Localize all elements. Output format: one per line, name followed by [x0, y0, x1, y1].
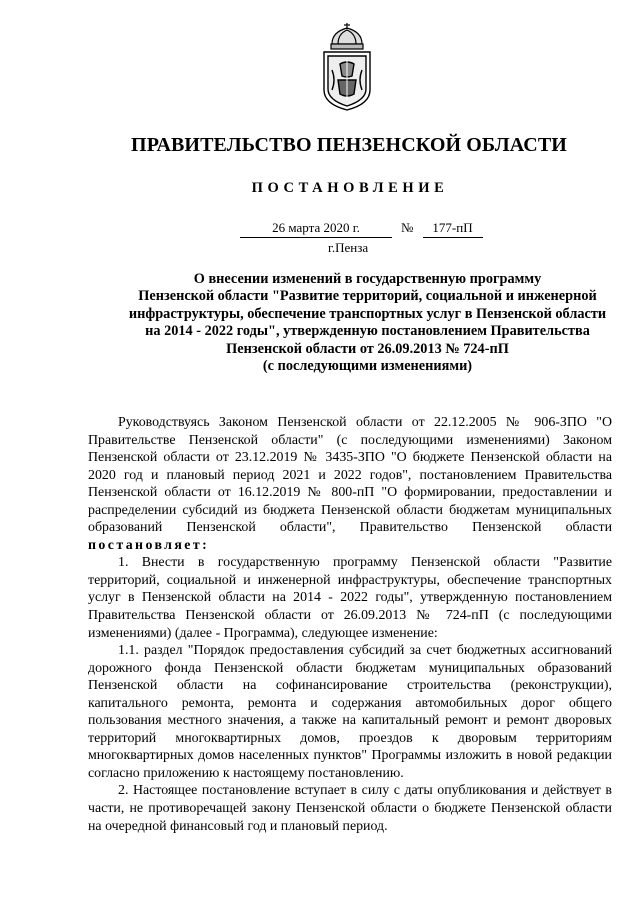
paragraph-preamble	[88, 414, 612, 554]
heading-line: (с последующими изменениями)	[262, 358, 473, 375]
shield-icon	[324, 52, 370, 110]
heading-line: Пензенской области от 26.09.2013 № 724-пП	[226, 340, 509, 357]
heading-line: инфраструктуры, обеспечение транспортных услуг в Пензенской области	[128, 305, 607, 322]
resolves-word: постановляет:	[88, 537, 210, 553]
city: г.Пенза	[328, 240, 369, 255]
document-body	[88, 414, 612, 835]
heading-line: О внесении изменений в государственную программу	[193, 271, 542, 287]
paragraph-item-2: 2. Настоящее постановление вступает в силу с даты опубликования и действует в части, не противоречащей закону Пензенской области о бюджете Пензенской области на очередной финансовый год и плановый период.	[88, 783, 612, 834]
crown-icon	[331, 23, 363, 49]
number-sign: №	[401, 220, 414, 235]
document-heading	[80, 271, 640, 375]
paragraph-item-1-1: 1.1. раздел "Порядок предоставления субсидий за счет бюджетных ассигнований дорожного фонда Пензенской области бюджетам муниципальных образований Пензенской области на софинансирование строительства (реконструкции), капитального ремонта, ремонта и содержания автомобильных дорог общего пользования местного значения, а также на капитальный ремонт и ремонт дворовых территорий многоквартирных домов, проездов к дворовым территориям многоквартирных домов населенных пунктов" Программы изложить в новой редакции согласно приложению к настоящему постановлению.	[88, 643, 612, 781]
document-type: ПОСТАНОВЛЕНИЕ	[251, 180, 449, 196]
government-title: ПРАВИТЕЛЬСТВО ПЕНЗЕНСКОЙ ОБЛАСТИ	[131, 134, 567, 156]
document-number: 177-пП	[423, 220, 483, 238]
preamble-text: Руководствуясь Законом Пензенской области от 22.12.2005 № 906-ЗПО "О Правительстве Пензенской области" (с последующими изменениями) Законом Пензенской области от 23.12.2019 № 3435-ЗПО "О бюджете Пензенской области на 2020 год и плановый период 2021 и 2022 годов", постановлением Правительства Пензенской области от 16.12.2019 № 800-пП "О формировании, предоставлении и распределении субсидий из бюджета Пензенской области бюджетам муниципальных образований Пензенской области", Правительство Пензенской области	[88, 415, 612, 536]
heading-line: на 2014 - 2022 годы", утвержденную постановлением Правительства	[145, 323, 590, 340]
document-date: 26 марта 2020 г.	[240, 220, 392, 238]
date-number-line	[240, 220, 483, 238]
coat-of-arms-emblem	[318, 20, 376, 112]
paragraph-item-1: 1. Внести в государственную программу Пензенской области "Развитие территорий, социальной и инженерной инфраструктуры, обеспечение транспортных услуг в Пензенской области на 2014 - 2022 годы", утвержденную постановлением Правительства Пензенской области от 26.09.2013 № 724-пП (с последующими изменениями) (далее - Программа), следующее изменение:	[88, 555, 612, 641]
heading-line: Пензенской области "Развитие территорий, социальной и инженерной	[138, 288, 597, 305]
